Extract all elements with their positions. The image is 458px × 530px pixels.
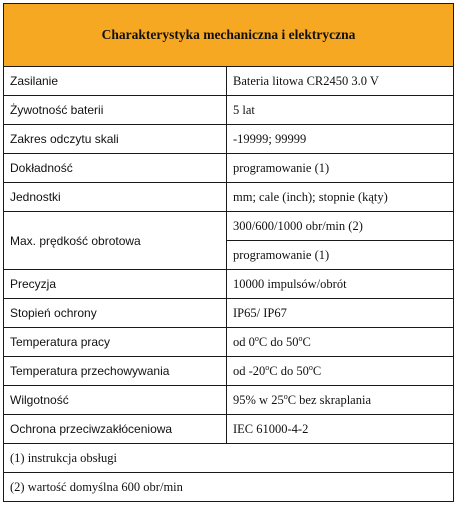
table-row — [4, 444, 454, 473]
footnote-2: (2) wartość domyślna 600 obr/min — [4, 473, 454, 502]
row-value-units: mm; cale (inch); stopnie (kąty) — [227, 183, 454, 212]
row-label-scale-range: Zakres odczytu skali — [4, 125, 227, 154]
row-label-max-speed: Max. prędkość obrotowa — [4, 212, 227, 270]
row-label-emc: Ochrona przeciwzakłóceniowa — [4, 415, 227, 444]
row-value-power: Bateria litowa CR2450 3.0 V — [227, 67, 454, 96]
table-row — [4, 415, 454, 444]
table-row — [4, 67, 454, 96]
row-label-working-temp: Temperatura pracy — [4, 328, 227, 357]
table-row — [4, 125, 454, 154]
specification-table — [3, 3, 454, 502]
row-value-max-speed: 300/600/1000 obr/min (2) — [227, 212, 454, 241]
row-value-humidity: 95% w 25$^o$C bez skraplania — [227, 386, 454, 415]
row-value-working-temp: od 0$^o$C do 50$^o$C — [227, 328, 454, 357]
footnote-1: (1) instrukcja obsługi — [4, 444, 454, 473]
row-value-accuracy: programowanie (1) — [227, 154, 454, 183]
table-row — [4, 270, 454, 299]
table-row — [4, 96, 454, 125]
row-value-protection: IP65/ IP67 — [227, 299, 454, 328]
table-row — [4, 154, 454, 183]
row-value-battery-life: 5 lat — [227, 96, 454, 125]
row-label-humidity: Wilgotność — [4, 386, 227, 415]
row-label-battery-life: Żywotność baterii — [4, 96, 227, 125]
row-value-emc: IEC 61000-4-2 — [227, 415, 454, 444]
row-value-precision: 10000 impulsów/obrót — [227, 270, 454, 299]
row-value-scale-range: -19999; 99999 — [227, 125, 454, 154]
row-value-max-speed-programming: programowanie (1) — [227, 241, 454, 270]
table-row — [4, 386, 454, 415]
table-row — [4, 212, 454, 241]
row-label-units: Jednostki — [4, 183, 227, 212]
row-label-precision: Precyzja — [4, 270, 227, 299]
row-label-accuracy: Dokładność — [4, 154, 227, 183]
table-row — [4, 183, 454, 212]
row-label-storage-temp: Temperatura przechowywania — [4, 357, 227, 386]
table-row — [4, 473, 454, 502]
table-row — [4, 328, 454, 357]
row-label-protection: Stopień ochrony — [4, 299, 227, 328]
table-row — [4, 299, 454, 328]
row-label-power: Zasilanie — [4, 67, 227, 96]
table-title: Charakterystyka mechaniczna i elektryczna — [4, 4, 454, 67]
table-row — [4, 357, 454, 386]
row-value-storage-temp: od -20$^o$C do 50$^o$C — [227, 357, 454, 386]
